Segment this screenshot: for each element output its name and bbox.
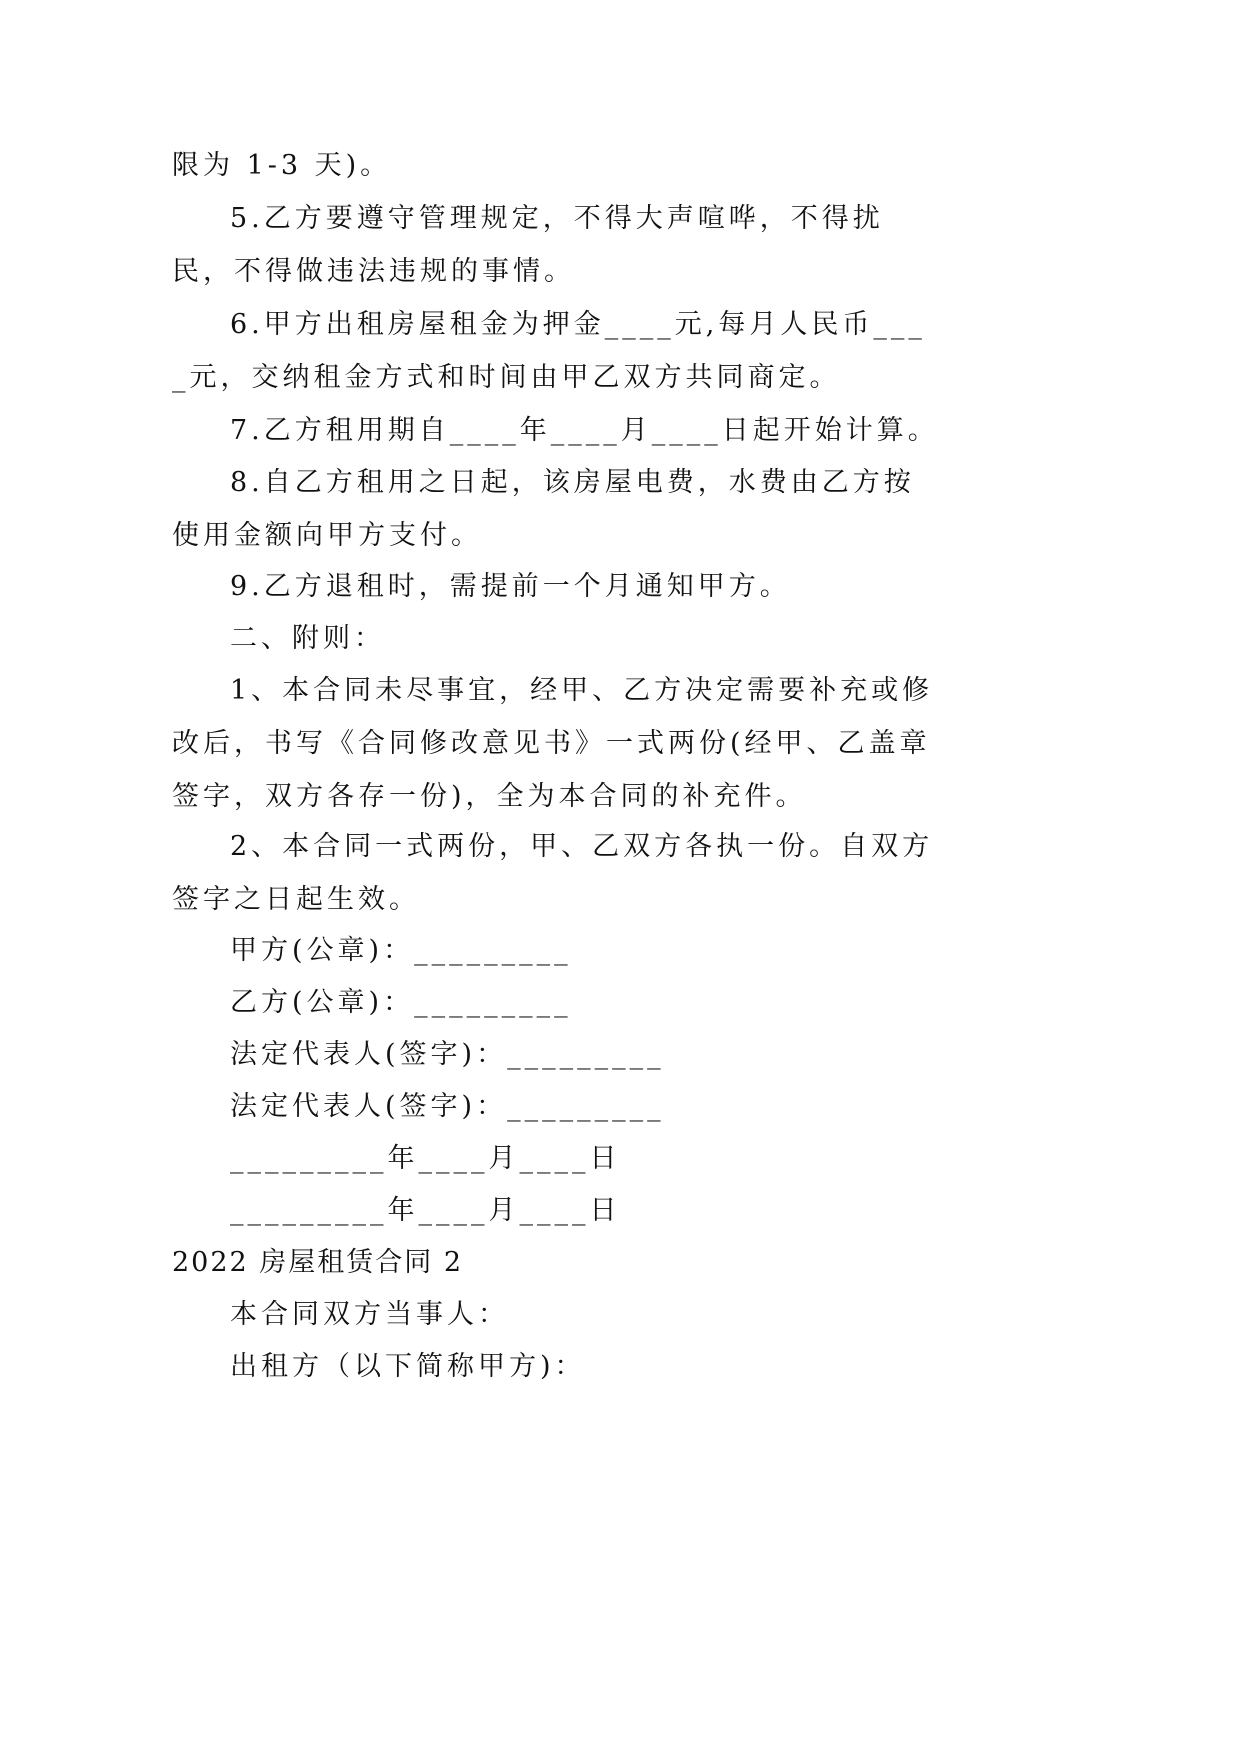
paragraph-term-duration-end: 限为 1-3 天)。	[172, 150, 392, 181]
intro-lessor-line: 出租方（以下简称甲方)：	[230, 1351, 586, 1382]
signature-party-a-seal: 甲方(公章)：_________	[230, 935, 572, 966]
signature-date-b: _________年____月____日	[230, 1195, 621, 1226]
paragraph-clause-8: 8.自乙方租用之日起，该房屋电费，水费由乙方按使用金额向甲方支付。	[172, 467, 915, 551]
intro-parties-line: 本合同双方当事人：	[230, 1299, 509, 1330]
paragraph-supplementary-2: 2、本合同一式两份，甲、乙双方各执一份。自双方签字之日起生效。	[172, 831, 934, 915]
heading-supplementary: 二、附则：	[230, 623, 385, 654]
signature-party-b-seal: 乙方(公章)：_________	[230, 987, 572, 1018]
contract-section-title: 2022 房屋租赁合同 2	[172, 1247, 464, 1278]
paragraph-clause-7: 7.乙方租用期自____年____月____日起开始计算。	[230, 415, 939, 446]
paragraph-clause-5: 5.乙方要遵守管理规定，不得大声喧哗，不得扰民，不得做违法违规的事情。	[172, 203, 884, 287]
paragraph-supplementary-1: 1、本合同未尽事宜，经甲、乙方决定需要补充或修改后，书写《合同修改意见书》一式两份(经甲、乙盖章签字，双方各存一份)，全为本合同的补充件。	[172, 675, 934, 812]
signature-legal-rep-a: 法定代表人(签字)：_________	[230, 1039, 665, 1070]
paragraph-clause-6: 6.甲方出租房屋租金为押金____元,每月人民币____元，交纳租金方式和时间由甲乙双方共同商定。	[172, 309, 926, 393]
paragraph-clause-9: 9.乙方退租时，需提前一个月通知甲方。	[230, 571, 791, 602]
signature-legal-rep-b: 法定代表人(签字)：_________	[230, 1091, 665, 1122]
signature-date-a: _________年____月____日	[230, 1143, 621, 1174]
